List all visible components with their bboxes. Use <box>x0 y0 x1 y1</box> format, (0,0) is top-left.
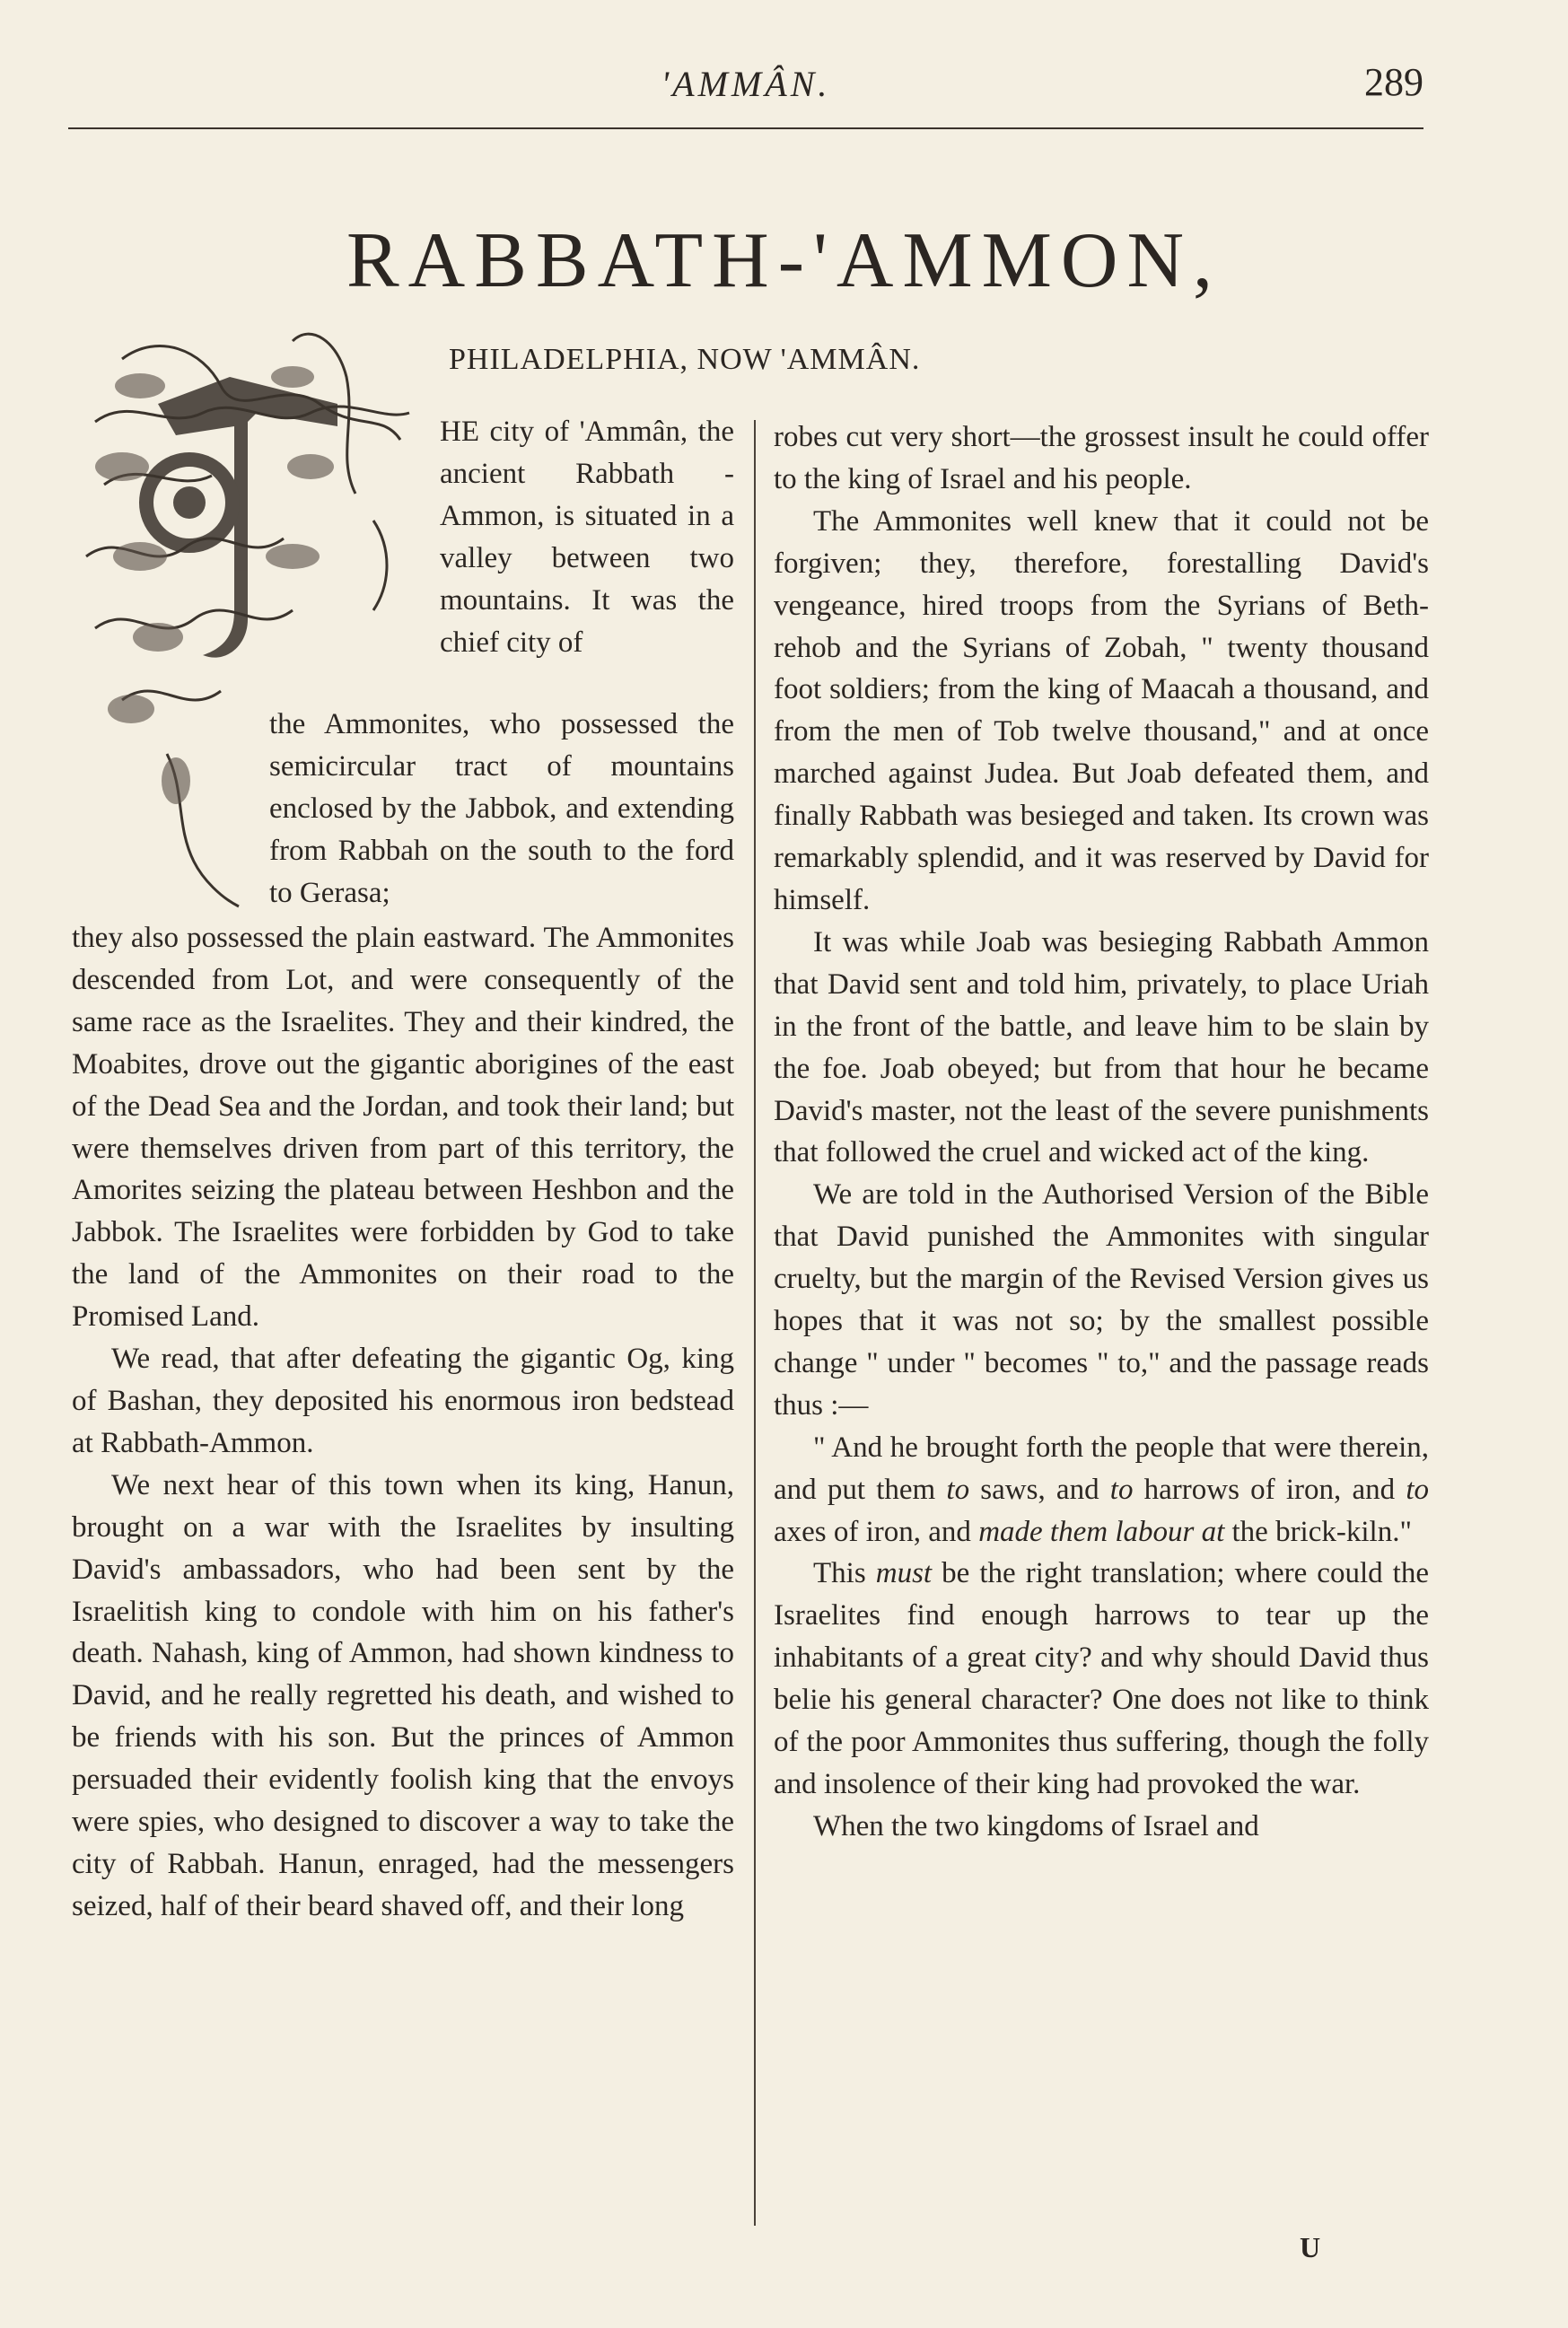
running-title: 'AMMÂN. <box>661 64 831 104</box>
paragraph: the Ammonites, who possessed the semicircular tract of mountains enclosed by the Jabbok, and extending from Rabbah on the south to the ford to Gerasa; <box>269 708 734 909</box>
paragraph: they also possessed the plain eastward. The Ammonites descended from Lot, and were consequently of the same race as the Israelites. They and their kindred, the Moabites, drove out the gigantic aborigines of the east of the Dead Sea and the Jordan, and took their land; but were themselves driven from part of this territory, the Amorites seizing the plateau between Heshbon and the Jabbok. The Israelites were forbidden by God to take the land of the Ammonites on their road to the Promised Land. <box>72 922 734 1334</box>
chapter-subheading: PHILADELPHIA, NOW 'AMMÂN. <box>449 343 921 376</box>
paragraph: It was while Joab was besieging Rabbath Ammon that David sent and told him, privately, to place Uriah in the front of the battle, and leave him to be slain by the foe. Joab obeyed; but from that hour he became David's master, not the least of the severe punishments that followed the cruel and wicked act of the king. <box>774 925 1429 1169</box>
paragraph: We next hear of this town when its king, Hanun, brought on a war with the Israelites by insulting David's ambassadors, who had been sent by the Israelitish king to condole with him on his father's death. Nahash, king of Ammon, had shown kindness to David, and he really regretted his death, and wished to be friends with his son. But the princes of Ammon persuaded their evidently foolish king that the envoys were spies, who designed to discover a way to take the city of Rabbah. Hanun, enraged, had the messengers seized, half of their beard shaved off, and their long <box>72 1468 734 1922</box>
text-run: This <box>813 1557 876 1590</box>
body-text-left-top <box>440 411 734 663</box>
text-run: the brick-kiln." <box>1224 1515 1412 1548</box>
italic-run: made them labour at <box>978 1515 1225 1548</box>
header-rule <box>68 127 1423 129</box>
running-head <box>68 57 1423 120</box>
italic-run: to <box>1109 1473 1134 1506</box>
paragraph: The Ammonites well knew that it could not be forgiven; they, therefore, forestalling David's vengeance, hired troops from the Syrians of Beth-rehob and the Syrians of Zobah, " twenty thousand foot soldiers; from the king of Maacah a thousand, and from the men of Tob twelve thousand," and at once marched against Judea. But Joab defeated them, and finally Rabbath was besieged and taken. Its crown was remarkably splendid, and it was reserved by David for himself. <box>774 504 1429 916</box>
italic-run: must <box>875 1557 933 1590</box>
quotation-paragraph <box>774 1427 1429 1553</box>
paragraph <box>774 1553 1429 1805</box>
body-text-left-middle <box>269 704 734 915</box>
column-divider <box>754 420 756 2226</box>
body-text-left-bottom <box>72 917 734 1928</box>
text-run: " And he brought forth the people that were therein, and put them <box>774 1431 1429 1506</box>
italic-run: to <box>946 1473 970 1506</box>
italic-run: to <box>1406 1473 1429 1506</box>
text-run: saws, and <box>969 1473 1110 1506</box>
paragraph: robes cut very short—the grossest insult he could offer to the king of Israel and his people. <box>774 421 1429 495</box>
paragraph: We read, that after defeating the gigantic Og, king of Bashan, they deposited his enormous iron bedstead at Rabbath-Ammon. <box>72 1343 734 1459</box>
text-run: be the right translation; where could the Israelites find enough harrows to tear up the inhabitants of a great city? and why should David thus belie his general character? One does not like to think of the poor Ammonites thus suffering, though the folly and insolence of their king had provoked the war. <box>774 1557 1429 1800</box>
paragraph: HE city of 'Ammân, the ancient Rabbath -Ammon, is situated in a valley between two mountains. It was the chief city of <box>440 416 734 659</box>
text-run: harrows of iron, and <box>1133 1473 1406 1506</box>
paragraph: When the two kingdoms of Israel and <box>813 1809 1259 1842</box>
body-text-right <box>774 416 1429 1848</box>
paragraph: We are told in the Authorised Version of the Bible that David punished the Ammonites with singular cruelty, but the margin of the Revised Version gives us hopes that it was not so; by the smallest possible change " under " becomes " to," and the passage reads thus :— <box>774 1178 1429 1422</box>
chapter-heading: RABBATH-'AMMON, <box>346 217 1222 304</box>
signature-mark: U <box>1300 2231 1321 2263</box>
page-number: 289 <box>1364 60 1423 104</box>
text-run: axes of iron, and <box>774 1515 979 1548</box>
